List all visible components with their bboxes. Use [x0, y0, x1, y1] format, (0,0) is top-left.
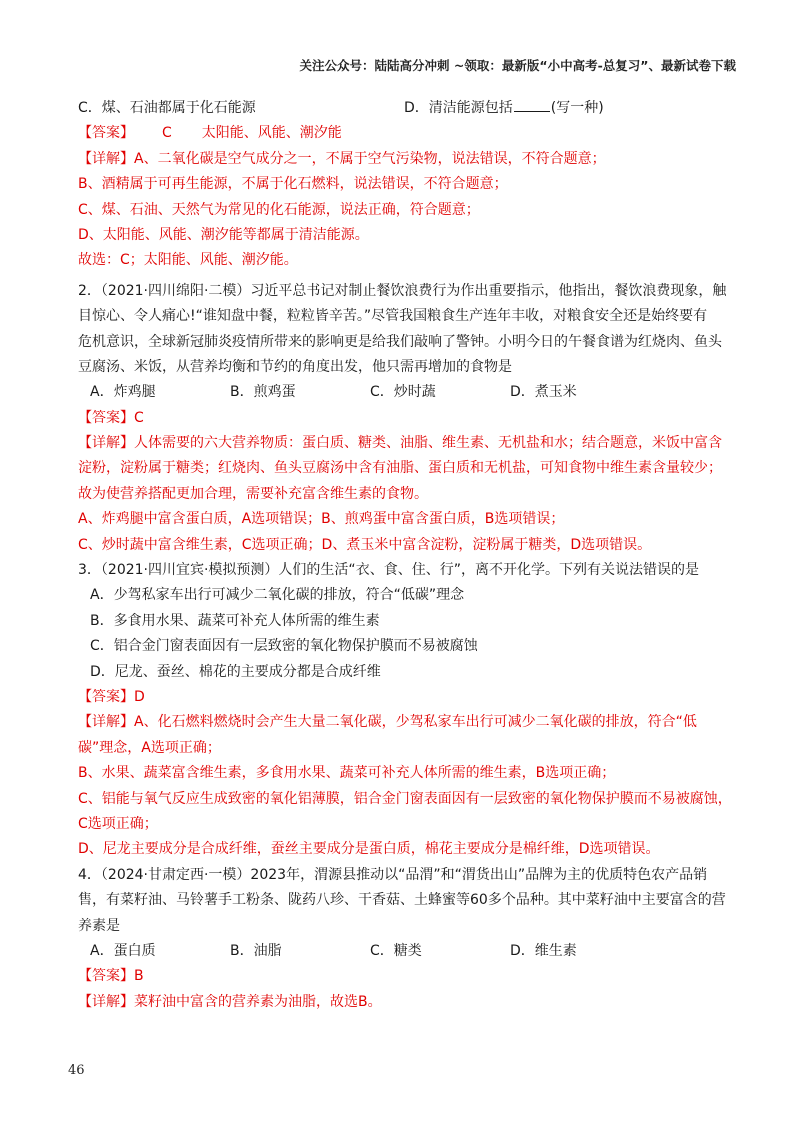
q1-detail-line: 故选：C；太阳能、风能、潮汐能。: [78, 252, 298, 269]
q1-detail-line: 【详解】A、二氧化碳是空气成分之一，不属于空气污染物，说法错误，不符合题意；: [78, 150, 606, 167]
q4-stem-line: 售，有菜籽油、马铃薯手工粉条、陇药八珍、干香菇、土蜂蜜等60多个品种。其中菜籽油中主要富含的营: [78, 892, 726, 909]
page-number: 46: [68, 1063, 85, 1078]
q3-detail-line: B、水果、蔬菜富含维生素，多食用水果、蔬菜可补充人体所需的维生素，B选项正确；: [78, 765, 616, 782]
q3-stem: 3．（2021·四川宜宾·模拟预测）人们的生活“衣、食、住、行”，离不开化学。下列有关说法错误的是: [78, 562, 699, 579]
q3-answer: 【答案】D: [78, 688, 145, 705]
page-content: [78, 96, 732, 1015]
q2-detail-line: A、炸鸡腿中富含蛋白质，A选项错误；B、煎鸡蛋中富含蛋白质，B选项错误；: [78, 511, 565, 528]
q2-detail-line: C、炒时蔬中富含维生素，C选项正确；D、煮玉米中富含淀粉，淀粉属于糖类，D选项错误。: [78, 536, 652, 553]
q3-option-a: A．少驾私家车出行可减少二氧化碳的排放，符合“低碳”理念: [90, 587, 465, 604]
q2-option-d: D．煮玉米: [510, 384, 577, 401]
q2-stem-line: 危机意识，全球新冠肺炎疫情所带来的影响更是给我们敲响了警钟。小明今日的午餐食谱为红烧肉、鱼头: [78, 333, 722, 350]
q2-option-b: B．煎鸡蛋: [230, 384, 296, 401]
q2-answer: 【答案】C: [78, 409, 144, 426]
q4-detail-line: 【详解】菜籽油中富含的营养素为油脂，故选B。: [78, 993, 382, 1010]
q1-detail-line: B、酒精属于可再生能源，不属于化石燃料，说法错误，不符合题意；: [78, 176, 508, 193]
q1-options-cd: [78, 96, 732, 121]
q4-stem-line: 4．（2024·甘肃定西·一模）2023年，渭源县推动以“品渭”和“渭货出山”品牌为主的优质特色农产品销: [78, 866, 708, 883]
q4-answer: 【答案】B: [78, 968, 144, 985]
q1-option-d: D．清洁能源包括 (写一种): [404, 96, 604, 121]
q1-detail-line: D、太阳能、风能、潮汐能等都属于清洁能源。: [78, 226, 369, 243]
q4-stem-line: 养素是: [78, 917, 120, 934]
q4-option-a: A．蛋白质: [90, 942, 156, 959]
q4-option-c: C．糖类: [370, 942, 422, 959]
page-header: 关注公众号：陆陆高分冲刺 ~领取：最新版“小中高考-总复习”、最新试卷下载: [299, 58, 736, 73]
q2-detail-line: 故为使营养搭配更加合理，需要补充富含维生素的食物。: [78, 485, 428, 502]
q3-option-c: C．铝合金门窗表面因有一层致密的氧化物保护膜而不易被腐蚀: [90, 638, 478, 655]
q4-option-b: B．油脂: [230, 942, 282, 959]
q3-detail-line: 【详解】A、化石燃料燃烧时会产生大量二氧化碳，少驾私家车出行可减少二氧化碳的排放，符合“低: [78, 714, 697, 731]
q3-detail-line: 碳”理念，A选项正确；: [78, 739, 221, 756]
q2-detail-line: 淀粉，淀粉属于糖类；红烧肉、鱼头豆腐汤中含有油脂、蛋白质和无机盐，可知食物中维生素含量较少；: [78, 460, 722, 477]
q3-detail-line: C、铝能与氧气反应生成致密的氧化铝薄膜，铝合金门窗表面因有一层致密的氧化物保护膜而不易被腐蚀，: [78, 790, 732, 807]
q2-stem-line: 目惊心、令人痛心!“谁知盘中餐，粒粒皆辛苦。”尽管我国粮食生产连年丰收，对粮食安全还是始终要有: [78, 308, 708, 325]
q3-option-b: B．多食用水果、蔬菜可补充人体所需的维生素: [90, 612, 380, 629]
q2-detail-line: 【详解】人体需要的六大营养物质：蛋白质、糖类、油脂、维生素、无机盐和水；结合题意，米饭中富含: [78, 435, 722, 452]
q3-detail-line: D、尼龙主要成分是合成纤维，蚕丝主要成分是蛋白质，棉花主要成分是棉纤维，D选项错误。: [78, 841, 660, 858]
q2-stem-line: 2．（2021·四川绵阳·二模）习近平总书记对制止餐饮浪费行为作出重要指示，他指出，餐饮浪费现象，触: [78, 282, 727, 299]
q2-option-c: C．炒时蔬: [370, 384, 436, 401]
q1-blank: [514, 97, 550, 112]
q1-detail-line: C、煤、石油、天然气为常见的化石能源，说法正确，符合题意；: [78, 201, 480, 218]
q2-stem-line: 豆腐汤、米饭，从营养均衡和节约的角度出发，他只需再增加的食物是: [78, 358, 512, 375]
q2-options: [78, 380, 732, 405]
q3-option-d: D．尼龙、蚕丝、棉花的主要成分都是合成纤维: [90, 663, 381, 680]
q3-detail-line: C选项正确；: [78, 815, 158, 832]
q2-option-a: A．炸鸡腿: [90, 384, 156, 401]
q1-option-c: C．煤、石油都属于化石能源: [78, 100, 256, 116]
q4-option-d: D．维生素: [510, 942, 577, 959]
q4-options: [78, 939, 732, 964]
q1-answer: 【答案】 C 太阳能、风能、潮汐能: [78, 125, 342, 142]
